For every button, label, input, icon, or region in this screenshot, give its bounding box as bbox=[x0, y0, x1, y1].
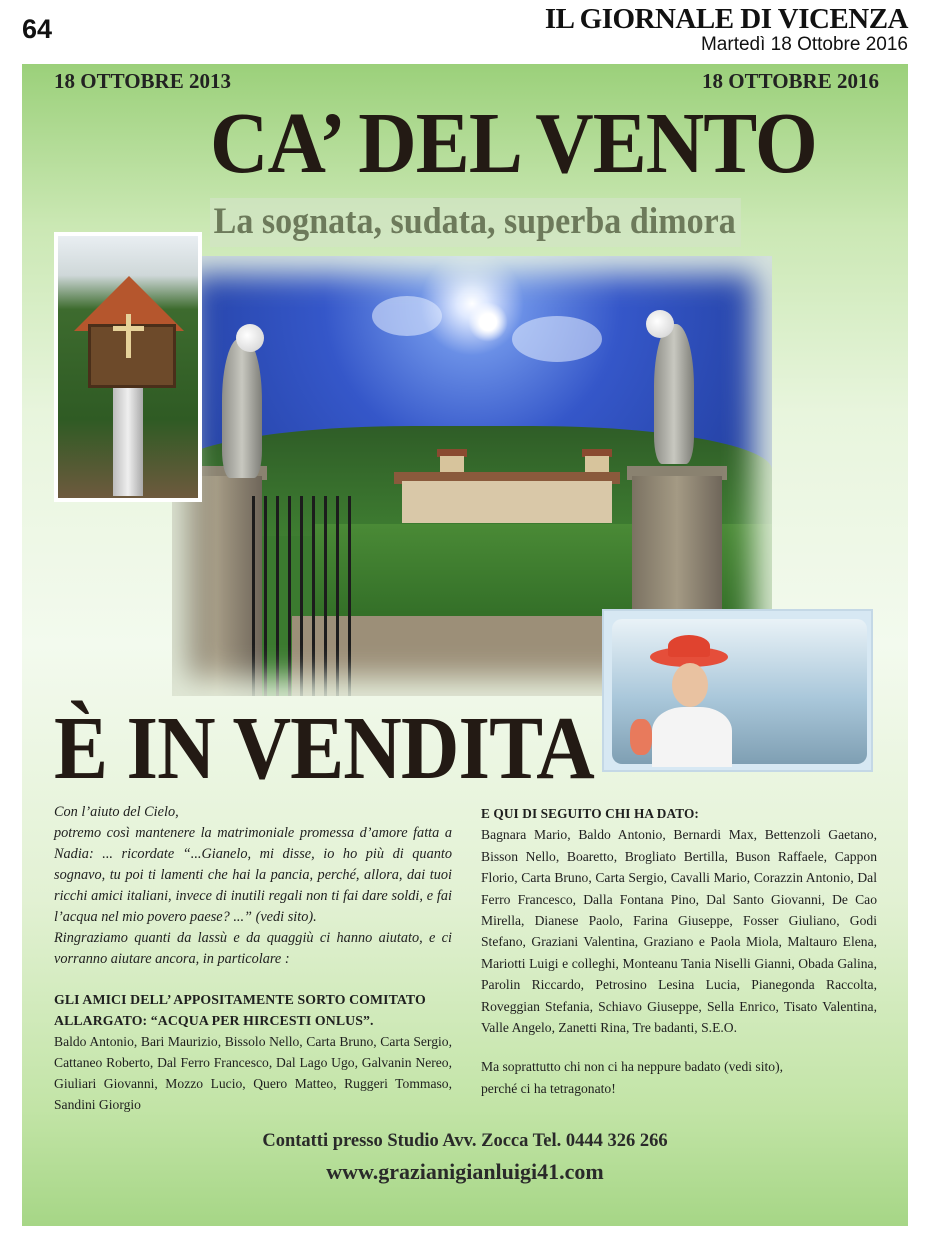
cloud bbox=[372, 296, 442, 336]
shrine-post bbox=[113, 386, 143, 496]
left-column bbox=[54, 802, 452, 1115]
intro-thanks: Ringraziamo quanti da lassù e da quaggiù ci hanno aiutato, e ci vorranno aiutare ancora, in particolare : bbox=[54, 930, 452, 967]
statue-left bbox=[222, 338, 262, 478]
crucifix bbox=[113, 326, 144, 331]
shrine-photo bbox=[54, 232, 202, 502]
intro-text bbox=[54, 802, 452, 970]
website-link[interactable]: www.grazianigianluigi41.com bbox=[326, 1159, 604, 1184]
masthead bbox=[545, 4, 908, 56]
contacts-line: Contatti presso Studio Avv. Zocca Tel. 0444 326 266 bbox=[262, 1131, 668, 1151]
intro-paragraph: potremo così mantenere la matrimoniale promessa d’amore fatta a Nadia: ... ricordate “...Gianelo, mi disse, io ho più di quanto sognavo, tu poi ti lamenti che hai la pancia, perché, allora, dai tuoi ricchi amici italiani, invece di inutili regali non ti fai dare soldi, e fai l’acqua nel mio povero paese? ...” (vedi sito). bbox=[54, 825, 452, 925]
committee-heading: GLI AMICI DELL’ APPOSITAMENTE SORTO COMITATO ALLARGATO: “ACQUA PER HIRCESTI ONLUS”. bbox=[54, 992, 426, 1028]
donors-names: Bagnara Mario, Baldo Antonio, Bernardi Max, Bettenzoli Gaetano, Bisson Nello, Boaretto, Brogliato Bertilla, Buson Raffaele, Cappon Florio, Carta Bruno, Carta Sergio, Cavalli Mario, Corazzin Antonio, Dal Ferro Francesco, Dalla Fontana Pino, Dal Santo Giovanni, De Cao Mirella, Dianese Paolo, Farina Giuseppe, Fosser Giuliano, Godi Stefano, Graziani Valentina, Graziano e Paola Miola, Maltauro Elena, Mariotti Luigi e colleghi, Monteanu Tania Niselli Gianni, Obada Galina, Parolin Riccardo, Petrosino Lesina Lucia, Pianegonda Raccolta, Roveggian Stefania, Schiavo Giuseppe, Sella Enrico, Tisato Valentina, Valle Angelo, Zanetti Rina, Tre badanti, S.E.O. bbox=[481, 827, 877, 1036]
portrait-card bbox=[602, 609, 873, 772]
committee-names: Baldo Antonio, Bari Maurizio, Bissolo Nello, Carta Bruno, Carta Sergio, Cattaneo Roberto, Dal Ferro Francesco, Dal Lago Ugo, Galvanin Nereo, Giuliari Giovanni, Mozzo Lucio, Quero Matteo, Ruggeri Tommaso, Sandini Giorgio bbox=[54, 1034, 452, 1112]
crucifix bbox=[126, 314, 131, 358]
headline-in-vendita: È IN VENDITA bbox=[54, 699, 594, 798]
newspaper-name: IL GIORNALE DI VICENZA bbox=[544, 3, 908, 35]
iron-gate bbox=[252, 496, 352, 696]
right-column bbox=[481, 803, 877, 1099]
article-title: CA’ DEL VENTO bbox=[210, 94, 817, 191]
portrait-body bbox=[652, 707, 732, 767]
lamp-globe bbox=[646, 310, 674, 338]
article-subtitle: La sognata, sudata, superba dimora bbox=[210, 198, 741, 247]
portrait-scroll bbox=[612, 619, 867, 764]
closing-line: Ma soprattutto chi non ci ha neppure badato (vedi sito), bbox=[481, 1059, 784, 1075]
lamp-globe bbox=[236, 324, 264, 352]
portrait-hand bbox=[630, 719, 652, 755]
gate-pillar-left bbox=[172, 476, 262, 696]
red-hat bbox=[668, 635, 710, 657]
closing-text bbox=[481, 1056, 877, 1099]
date-left: 18 OTTOBRE 2013 bbox=[54, 69, 231, 93]
intro-line: Con l’aiuto del Cielo, bbox=[54, 804, 179, 820]
statue-right bbox=[654, 324, 694, 464]
cloud bbox=[512, 316, 602, 362]
date-right: 18 OTTOBRE 2016 bbox=[702, 69, 879, 93]
donors-heading: E QUI DI SEGUITO CHI HA DATO: bbox=[481, 806, 699, 821]
portrait-face bbox=[672, 663, 708, 707]
shrine-box bbox=[88, 324, 176, 388]
shrine-scene bbox=[58, 236, 198, 498]
villa bbox=[402, 481, 612, 523]
sun bbox=[468, 302, 508, 342]
closing-line: perché ci ha tetragonato! bbox=[481, 1080, 616, 1096]
page-number: 64 bbox=[22, 14, 53, 44]
issue-date: Martedì 18 Ottobre 2016 bbox=[700, 34, 908, 55]
